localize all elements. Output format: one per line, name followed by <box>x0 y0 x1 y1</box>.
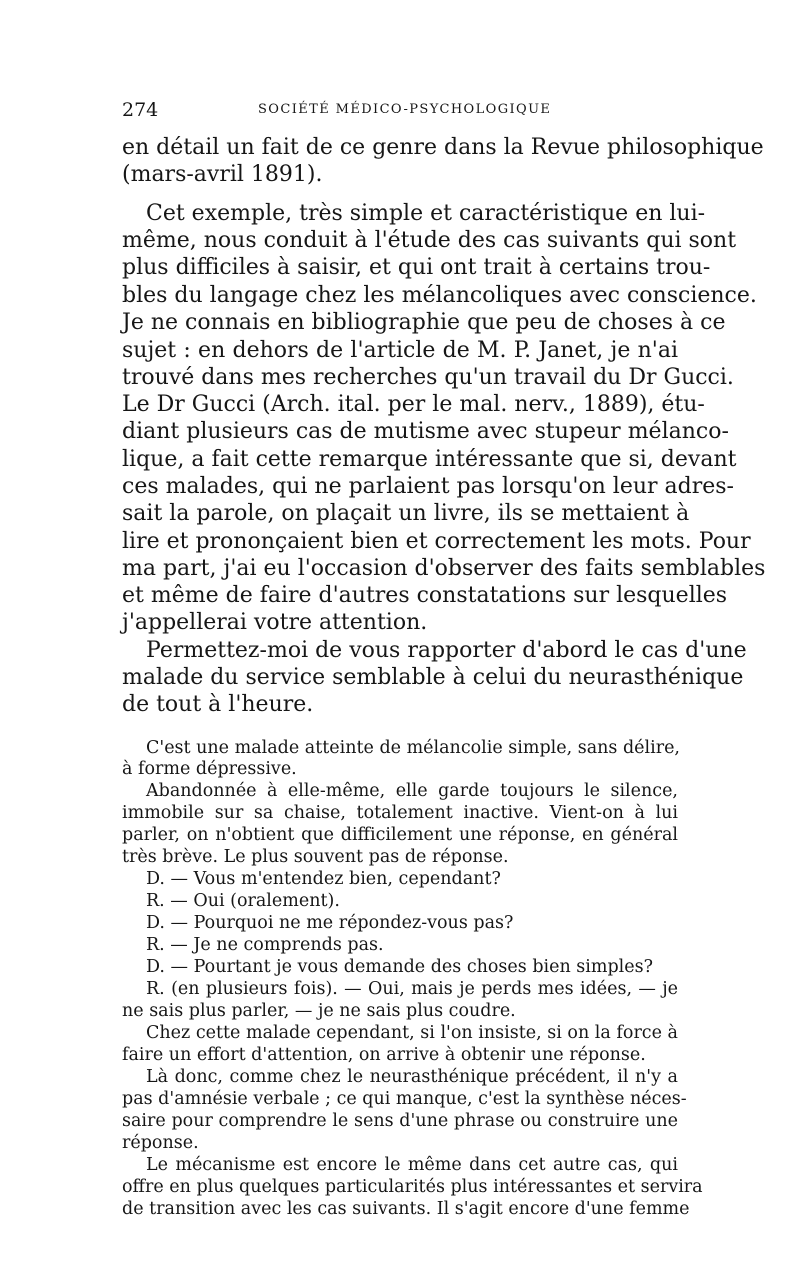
text-line: Cet exemple, très simple et caractéristique en lui- <box>146 201 706 226</box>
text-line: sait la parole, on plaçait un livre, ils se mettaient à <box>122 501 690 526</box>
text-line: à forme dépressive. <box>122 759 297 779</box>
text-line: Abandonnée à elle-même, elle garde toujours le silence, <box>146 781 678 801</box>
text-line: diant plusieurs cas de mutisme avec stupeur mélanco- <box>122 419 729 444</box>
text-line: de tout à l'heure. <box>122 692 314 717</box>
text-line: C'est une malade atteinte de mélancolie simple, sans délire, <box>146 738 680 758</box>
text-line: trouvé dans mes recherches qu'un travail du Dr Gucci. <box>122 365 734 390</box>
text-line: malade du service semblable à celui du neurasthénique <box>122 665 744 690</box>
text-line: Permettez-moi de vous rapporter d'abord le cas d'une <box>146 638 747 663</box>
dialogue-line: R. (en plusieurs fois). — Oui, mais je perds mes idées, — je <box>146 979 678 999</box>
page-number: 274 <box>122 99 159 121</box>
text-line: lique, a fait cette remarque intéressante que si, devant <box>122 447 737 472</box>
text-line: ne sais plus parler, — je ne sais plus coudre. <box>122 1001 516 1021</box>
page-header <box>122 99 678 123</box>
text-line: immobile sur sa chaise, totalement inactive. Vient-on à lui <box>122 803 678 823</box>
text-line: même, nous conduit à l'étude des cas suivants qui sont <box>122 228 737 253</box>
text-line: lire et prononçaient bien et correctement les mots. Pour <box>122 529 751 554</box>
text-line: réponse. <box>122 1133 199 1153</box>
text-line: ces malades, qui ne parlaient pas lorsqu'on leur adres- <box>122 474 734 499</box>
text-line: plus difficiles à saisir, et qui ont trait à certains trou- <box>122 255 711 280</box>
dialogue-line: R. — Oui (oralement). <box>146 891 340 911</box>
text-line: (mars-avril 1891). <box>122 162 323 187</box>
text-line: sujet : en dehors de l'article de M. P. Janet, je n'ai <box>122 338 678 363</box>
text-line: j'appellerai votre attention. <box>122 610 428 635</box>
text-line: faire un effort d'attention, on arrive à obtenir une réponse. <box>122 1045 646 1065</box>
text-line: ma part, j'ai eu l'occasion d'observer des faits semblables <box>122 556 766 581</box>
text-line: Je ne connais en bibliographie que peu de choses à ce <box>122 310 726 335</box>
text-line: Chez cette malade cependant, si l'on insiste, si on la force à <box>146 1023 678 1043</box>
text-line: offre en plus quelques particularités plus intéressantes et servira <box>122 1177 703 1197</box>
text-line: Là donc, comme chez le neurasthénique précédent, il n'y a <box>146 1067 678 1087</box>
dialogue-line: D. — Pourquoi ne me répondez-vous pas? <box>146 913 514 933</box>
text-line: de transition avec les cas suivants. Il s'agit encore d'une femme <box>122 1199 690 1219</box>
dialogue-line: D. — Vous m'entendez bien, cependant? <box>146 869 501 889</box>
text-line: saire pour comprendre le sens d'une phrase ou construire une <box>122 1111 678 1131</box>
text-line: et même de faire d'autres constatations sur lesquelles <box>122 583 728 608</box>
dialogue-line: R. — Je ne comprends pas. <box>146 935 384 955</box>
text-line: Le mécanisme est encore le même dans cet autre cas, qui <box>146 1155 678 1175</box>
text-line: bles du langage chez les mélancoliques avec conscience. <box>122 283 757 308</box>
text-line: en détail un fait de ce genre dans la Revue philosophique <box>122 135 764 160</box>
dialogue-line: D. — Pourtant je vous demande des choses bien simples? <box>146 957 653 977</box>
running-head: SOCIÉTÉ MÉDICO-PSYCHOLOGIQUE <box>258 102 552 117</box>
text-line: parler, on n'obtient que difficilement une réponse, en général <box>122 825 678 845</box>
text-line: Le Dr Gucci (Arch. ital. per le mal. nerv., 1889), étu- <box>122 392 705 417</box>
text-line: pas d'amnésie verbale ; ce qui manque, c'est la synthèse néces- <box>122 1089 687 1109</box>
text-line: très brève. Le plus souvent pas de réponse. <box>122 847 509 867</box>
